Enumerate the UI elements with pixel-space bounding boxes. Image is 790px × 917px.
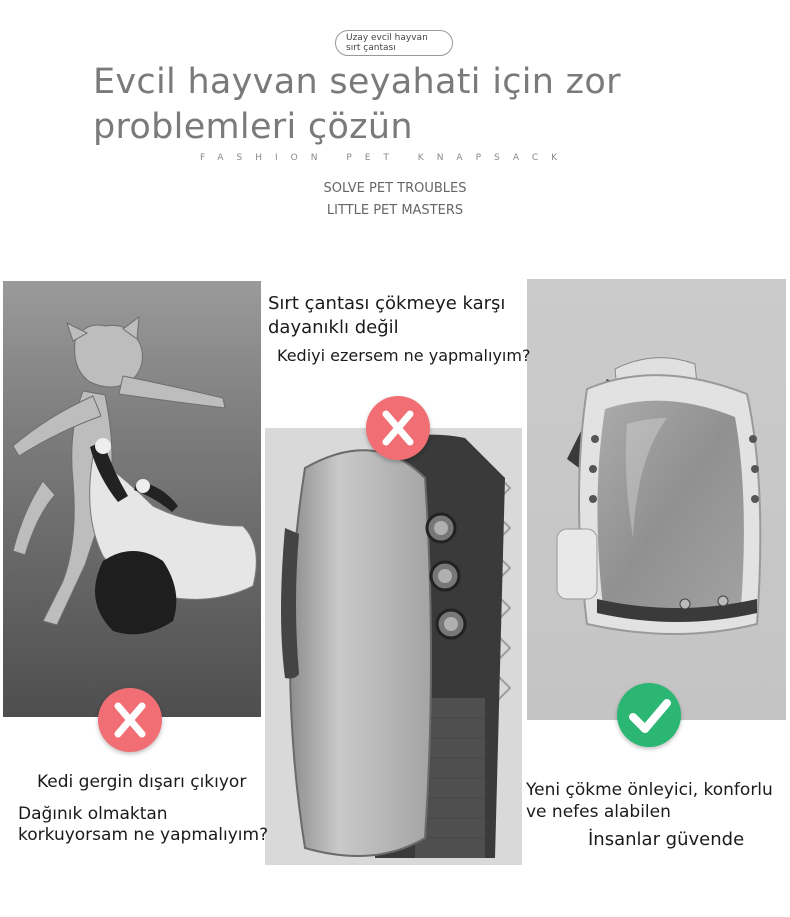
tag-line-2: sırt çantası: [346, 43, 396, 53]
headline-line-1: Evcil hayvan seyahati için zor: [93, 62, 621, 102]
collapsed-backpack-photo: [265, 428, 522, 865]
page-headline: [93, 60, 713, 150]
left-question-line-2: korkuyorsam ne yapmalıyım?: [18, 825, 269, 845]
product-tag-pill: [335, 30, 453, 56]
x-icon: [366, 396, 430, 460]
middle-panel-question: Kediyi ezersem ne yapmalıyım?: [277, 346, 531, 365]
slogan-line-2: LITTLE PET MASTERS: [326, 203, 464, 218]
left-question-line-1: Dağınık olmaktan: [18, 804, 168, 824]
right-title-line-2: ve nefes alabilen: [526, 802, 671, 822]
slogan: [250, 178, 540, 222]
left-panel-title: Kedi gergin dışarı çıkıyor: [37, 772, 247, 792]
capsule-backpack-photo: [527, 279, 786, 720]
middle-panel-title: [268, 292, 505, 340]
cats-fighting-photo: [3, 281, 261, 717]
x-icon: [98, 688, 162, 752]
check-icon: [617, 683, 681, 747]
left-panel-question: [18, 804, 268, 846]
tag-line-1: Uzay evcil hayvan: [346, 33, 428, 43]
fashion-subline: FASHION PET KNAPSACK: [200, 153, 571, 163]
right-panel-title: [526, 779, 773, 823]
right-panel-note: İnsanlar güvende: [588, 829, 745, 850]
middle-title-line-1: Sırt çantası çökmeye karşı: [268, 293, 506, 314]
middle-title-line-2: dayanıklı değil: [268, 317, 399, 338]
right-title-line-1: Yeni çökme önleyici, konforlu: [526, 780, 773, 800]
slogan-line-1: SOLVE PET TROUBLES: [323, 181, 467, 196]
headline-line-2: problemleri çözün: [93, 107, 413, 147]
